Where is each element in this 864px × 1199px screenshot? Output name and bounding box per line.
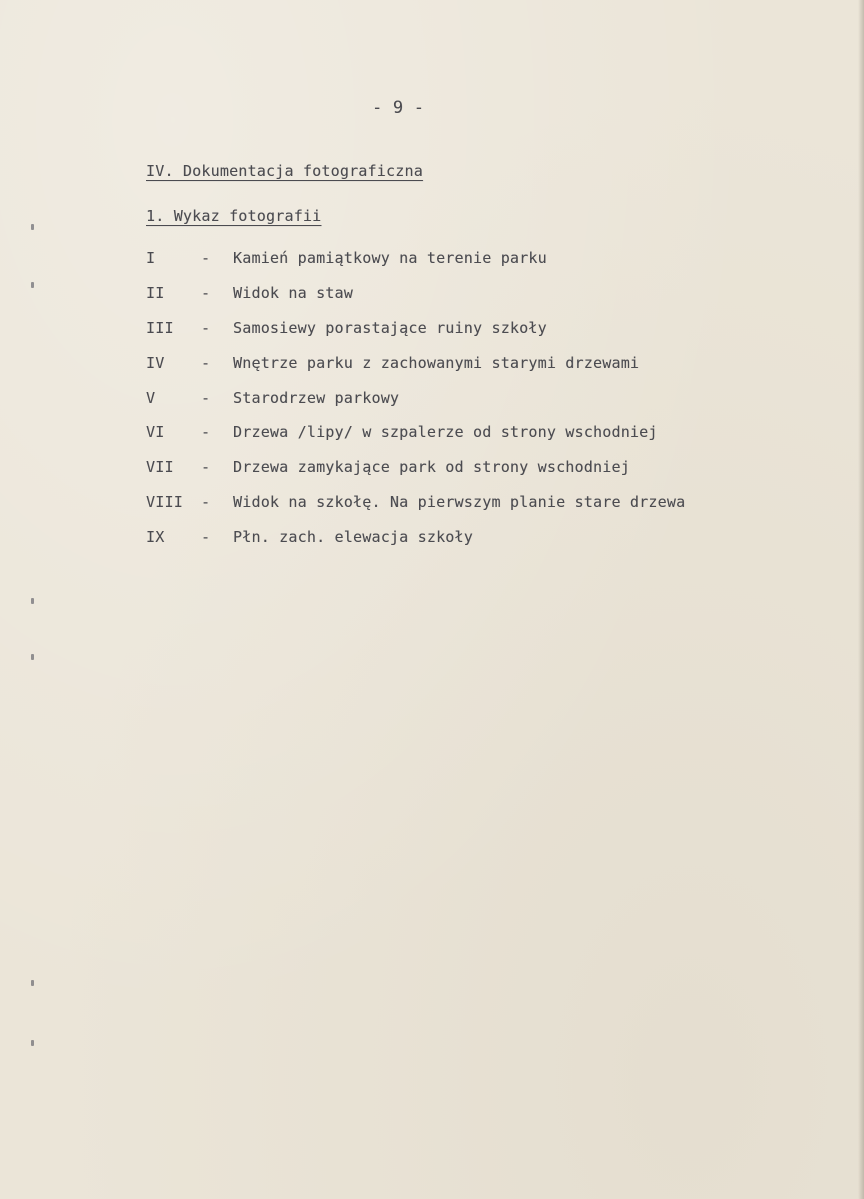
list-item (146, 423, 685, 458)
photo-dash: - (201, 353, 211, 372)
binder-mark (31, 980, 34, 986)
photo-numeral: I (146, 249, 156, 267)
photo-caption: Starodrzew parkowy (233, 388, 400, 407)
photo-dash: - (201, 493, 211, 512)
photo-numeral: VI (146, 423, 165, 442)
page-number: - 9 - (372, 98, 425, 118)
photo-dash: - (201, 528, 211, 547)
binder-mark (31, 224, 34, 230)
list-item (146, 249, 685, 284)
sub-heading: 1. Wykaz fotografii (146, 207, 322, 225)
photo-caption: Wnętrze parku z zachowanymi starymi drzewami (233, 353, 640, 372)
photo-numeral: II (146, 283, 165, 302)
list-item (146, 493, 685, 528)
binder-mark (31, 598, 34, 604)
photo-caption: Drzewa zamykające park od strony wschodniej (233, 458, 630, 477)
photo-caption: Kamień pamiątkowy na terenie parku (233, 249, 547, 267)
list-item (146, 319, 685, 354)
photo-caption: Płn. zach. elewacja szkoły (233, 528, 473, 547)
photo-dash: - (201, 458, 211, 477)
photo-caption: Widok na szkołę. Na pierwszym planie stare drzewa (233, 493, 686, 512)
photo-dash: - (201, 283, 211, 302)
list-item (146, 354, 685, 389)
photo-caption: Drzewa /lipy/ w szpalerze od strony wschodniej (233, 423, 658, 442)
photo-numeral: VII (146, 458, 174, 477)
binder-mark (31, 654, 34, 660)
photo-dash: - (201, 388, 211, 407)
photo-numeral: V (146, 388, 156, 407)
photo-list (146, 249, 685, 563)
photo-numeral: III (146, 318, 174, 337)
photo-caption: Widok na staw (233, 283, 353, 302)
photo-numeral: IX (146, 528, 165, 547)
photo-numeral: VIII (146, 493, 183, 512)
section-heading: IV. Dokumentacja fotograficzna (146, 162, 423, 180)
binder-mark (31, 282, 34, 288)
photo-dash: - (201, 249, 211, 267)
photo-caption: Samosiewy porastające ruiny szkoły (233, 318, 547, 337)
binder-mark (31, 1040, 34, 1046)
photo-numeral: IV (146, 353, 165, 372)
page-edge-shadow (858, 0, 864, 1199)
photo-dash: - (201, 318, 211, 337)
list-item (146, 389, 685, 424)
list-item (146, 528, 685, 563)
list-item (146, 284, 685, 319)
list-item (146, 458, 685, 493)
photo-dash: - (201, 423, 211, 442)
